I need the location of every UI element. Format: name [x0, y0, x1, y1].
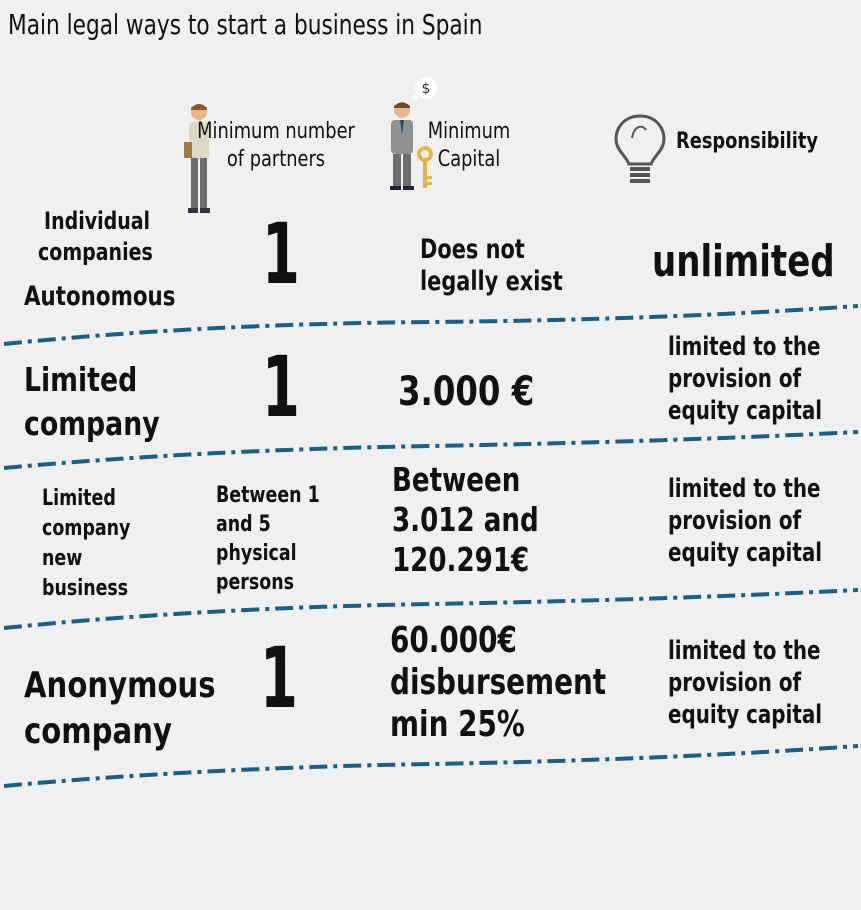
thought-bubble-icon	[410, 76, 438, 102]
row4-name-line2: company	[24, 711, 172, 752]
dollar-sign: $	[421, 81, 431, 97]
divider-4	[0, 740, 861, 792]
row4-capital-line1: 60.000€	[390, 620, 517, 661]
row4-resp-line2: provision of	[668, 668, 802, 698]
row3-name-line2: company	[42, 516, 131, 541]
row4-name-line1: Anonymous	[24, 665, 216, 706]
header-capital: Minimum Capital	[427, 119, 511, 172]
row4-partners: 1	[260, 629, 298, 727]
row4-resp-line1: limited to the	[668, 636, 821, 666]
row3-partners-line1: Between 1	[216, 483, 320, 508]
row4-resp-line3: equity capital	[668, 700, 823, 730]
row4-capital-line3: min 25%	[390, 704, 525, 745]
row3-resp-line3: equity capital	[668, 538, 823, 568]
row2-resp-line1: limited to the	[668, 332, 821, 362]
row3-resp-line2: provision of	[668, 506, 802, 536]
row3-capital-line2: 3.012 and	[392, 500, 539, 539]
row3-partners-line3: physical	[216, 541, 297, 566]
row1-name-line2: companies	[38, 238, 153, 266]
row1-name-line3: Autonomous	[24, 281, 176, 312]
row2-partners: 1	[262, 338, 300, 436]
row2-resp-line3: equity capital	[668, 396, 823, 426]
row3-partners-line4: persons	[216, 570, 294, 595]
row1-partners: 1	[262, 205, 300, 303]
row3-capital-line1: Between	[392, 460, 521, 499]
row2-name-line1: Limited	[24, 360, 138, 399]
header-responsibility: Responsibility	[676, 129, 818, 154]
row2-capital: 3.000 €	[398, 369, 535, 415]
row1-capital-line2: legally exist	[420, 266, 563, 297]
header-partners: Minimum number of partners	[197, 119, 355, 172]
row4-capital-line2: disbursement	[390, 662, 607, 703]
row3-capital-line3: 120.291€	[392, 540, 530, 579]
row3-resp-line1: limited to the	[668, 474, 821, 504]
row3-name-line1: Limited	[42, 486, 116, 511]
lightbulb-icon	[612, 112, 668, 186]
row3-partners-line2: and 5	[216, 512, 271, 537]
row3-name-line4: business	[42, 576, 129, 601]
row2-resp-line2: provision of	[668, 364, 802, 394]
row1-capital-line1: Does not	[420, 234, 525, 265]
row1-name-line1: Individual	[44, 207, 151, 235]
row3-name-line3: new	[42, 546, 83, 571]
page-title: Main legal ways to start a business in Spain	[8, 8, 483, 41]
row1-responsibility: unlimited	[652, 236, 835, 287]
row2-name-line2: company	[24, 404, 160, 443]
